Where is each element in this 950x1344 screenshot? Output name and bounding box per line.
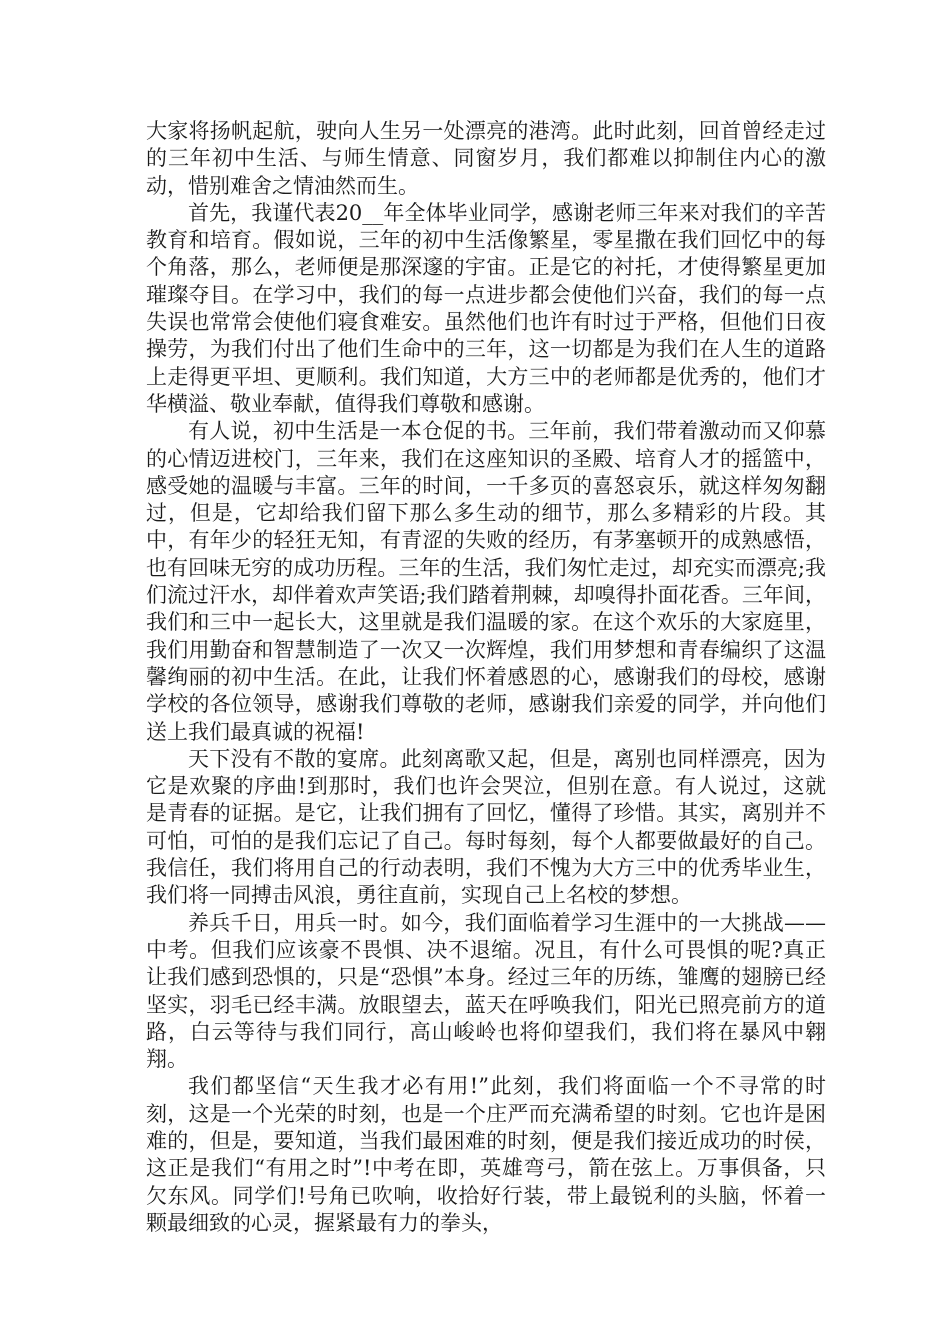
paragraph-4: 天下没有不散的宴席。此刻离歌又起，但是，离别也同样漂亮，因为它是欢聚的序曲!到那时，我们也许会哭泣，但别在意。有人说过，这就是青春的证据。是它，让我们拥有了回忆，懂得了珍惜。其实，离别并不可怕，可怕的是我们忘记了自己。每时每刻，每个人都要做最好的自己。我信任，我们将用自己的行动表明，我们不愧为大方三中的优秀毕业生，我们将一同搏击风浪，勇往直前，实现自己上名校的梦想。 — [146, 746, 826, 908]
paragraph-1: 大家将扬帆起航，驶向人生另一处漂亮的港湾。此时此刻，回首曾经走过的三年初中生活、与师生情意、同窗岁月，我们都难以抑制住内心的激动，惜别难舍之情油然而生。 — [146, 119, 826, 198]
paragraph-3: 有人说，初中生活是一本仓促的书。三年前，我们带着激动而又仰慕的心情迈进校门，三年来，我们在这座知识的圣殿、培育人才的摇篮中，感受她的温暖与丰富。三年的时间，一千多页的喜怒哀乐，就这样匆匆翻过，但是，它却给我们留下那么多生动的细节，那么多精彩的片段。其中，有年少的轻狂无知，有青涩的失败的经历，有茅塞顿开的成熟感悟，也有回味无穷的成功历程。三年的生活，我们匆忙走过，却充实而漂亮;我们流过汗水，却伴着欢声笑语;我们踏着荆棘，却嗅得扑面花香。三年间，我们和三中一起长大，这里就是我们温暖的家。在这个欢乐的大家庭里，我们用勤奋和智慧制造了一次又一次辉煌，我们用梦想和青春编织了这温馨绚丽的初中生活。在此，让我们怀着感恩的心，感谢我们的母校，感谢学校的各位领导，感谢我们尊敬的老师，感谢我们亲爱的同学，并向他们送上我们最真诚的祝福! — [146, 419, 826, 744]
paragraph-6: 我们都坚信“天生我才必有用!”此刻，我们将面临一个不寻常的时刻，这是一个光荣的时刻，也是一个庄严而充满希望的时刻。它也许是困难的，但是，要知道，当我们最困难的时刻，便是我们接近成功的时侯，这正是我们“有用之时”!中考在即，英雄弯弓，箭在弦上。万事俱备，只欠东风。同学们!号角已吹响，收拾好行装，带上最锐利的头脑，怀着一颗最细致的心灵，握紧最有力的拳头， — [146, 1074, 826, 1235]
document-body — [146, 118, 826, 1237]
paragraph-5: 养兵千日，用兵一时。如今，我们面临着学习生涯中的一大挑战——中考。但我们应该豪不畏惧、决不退缩。况且，有什么可畏惧的呢?真正让我们感到恐惧的，只是“恐惧”本身。经过三年的历练，雏鹰的翅膀已经坚实，羽毛已经丰满。放眼望去，蓝天在呼唤我们，阳光已照亮前方的道路，白云等待与我们同行，高山峻岭也将仰望我们，我们将在暴风中翱翔。 — [146, 910, 826, 1072]
paragraph-2: 首先，我谨代表20__年全体毕业同学，感谢老师三年来对我们的辛苦教育和培育。假如说，三年的初中生活像繁星，零星撒在我们回忆中的每个角落，那么，老师便是那深邃的宇宙。正是它的衬托，才使得繁星更加璀璨夺目。在学习中，我们的每一点进步都会使他们兴奋，我们的每一点失误也常常会使他们寝食难安。虽然他们也许有时过于严格，但他们日夜操劳，为我们付出了他们生命中的三年，这一切都是为我们在人生的道路上走得更平坦、更顺利。我们知道，大方三中的老师都是优秀的，他们才华横溢、敬业奉献，值得我们尊敬和感谢。 — [146, 200, 826, 416]
